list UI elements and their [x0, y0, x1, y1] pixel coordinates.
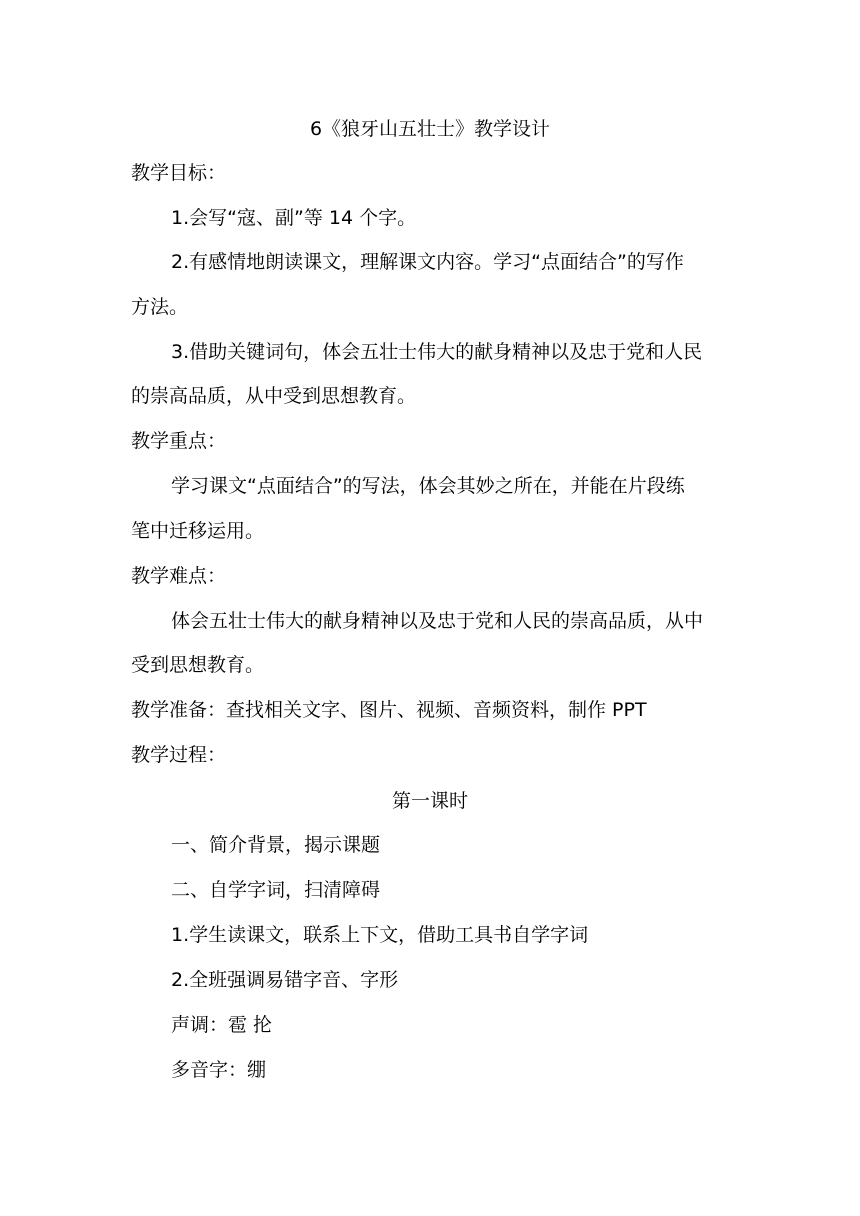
- key-points-line-2: 笔中迁移运用。: [131, 520, 265, 542]
- step-1: 一、简介背景，揭示课题: [171, 834, 381, 856]
- lesson-title: 第一课时: [391, 790, 468, 812]
- preparation: 教学准备：查找相关文字、图片、视频、音频资料，制作 PPT: [131, 699, 647, 721]
- step-2-item-2: 2.全班强调易错字音、字形: [171, 969, 399, 991]
- document-title: 6《狼牙山五壮士》教学设计: [309, 118, 551, 140]
- tones-line: 声调：雹 抡: [171, 1014, 273, 1036]
- step-2-item-1: 1.学生读课文，联系上下文，借助工具书自学字词: [171, 924, 589, 946]
- objective-2-line-2: 方法。: [131, 296, 189, 318]
- difficulties-line-2: 受到思想教育。: [131, 654, 265, 676]
- polyphonic-line: 多音字：绷: [171, 1059, 267, 1081]
- process-heading: 教学过程：: [131, 744, 227, 766]
- objectives-heading: 教学目标：: [131, 162, 227, 184]
- difficulties-heading: 教学难点：: [131, 565, 227, 587]
- objective-3-line-2: 的崇高品质，从中受到思想教育。: [131, 385, 417, 407]
- objective-2-line-1: 2.有感情地朗读课文，理解课文内容。学习“点面结合”的写作: [171, 251, 684, 273]
- key-points-line-1: 学习课文“点面结合”的写法，体会其妙之所在，并能在片段练: [171, 475, 685, 497]
- step-2: 二、自学字词，扫清障碍: [171, 879, 381, 901]
- objective-3-line-1: 3.借助关键词句，体会五壮士伟大的献身精神以及忠于党和人民: [171, 341, 703, 363]
- difficulties-line-1: 体会五壮士伟大的献身精神以及忠于党和人民的崇高品质，从中: [171, 610, 704, 632]
- key-points-heading: 教学重点：: [131, 430, 227, 452]
- objective-1: 1.会写“寇、副”等 14 个字。: [171, 207, 417, 229]
